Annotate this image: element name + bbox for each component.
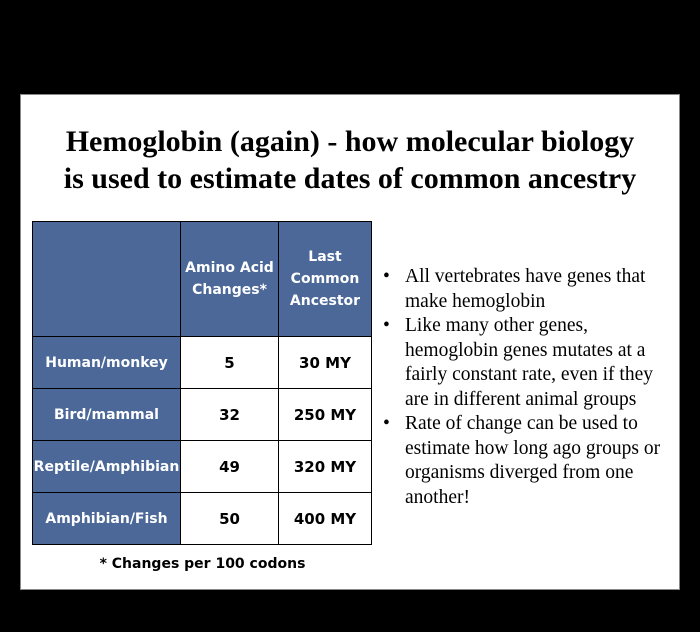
row-label: Bird/mammal [33,389,181,441]
amino-acid-changes-cell: 5 [181,337,279,389]
amino-acid-changes-cell: 32 [181,389,279,441]
last-common-ancestor-cell: 400 MY [279,493,372,545]
header-last-common-ancestor: Last Common Ancestor [279,222,372,337]
table-row [33,389,372,441]
last-common-ancestor-cell: 30 MY [279,337,372,389]
row-label: Human/monkey [33,337,181,389]
title-line-1: Hemoglobin (again) - how molecular biology [65,125,635,158]
table-row [33,493,372,545]
table-row [33,441,372,493]
last-common-ancestor-cell: 250 MY [279,389,372,441]
bullet-item: • All vertebrates have genes that make hemoglobin [378,265,680,314]
amino-acid-changes-cell: 50 [181,493,279,545]
row-label: Reptile/Amphibian [33,441,181,493]
bullet-item: • Like many other genes, hemoglobin genes mutates at a fairly constant rate, even if they are in different animal groups [378,314,680,412]
title-line-2: is used to estimate dates of common ancestry [63,162,637,195]
row-label: Amphibian/Fish [33,493,181,545]
table-row [33,337,372,389]
slide-title [21,123,679,197]
slide [20,94,680,590]
bullet-item: • Rate of change can be used to estimate how long ago groups or organisms diverged from one another! [378,412,680,510]
last-common-ancestor-cell: 320 MY [279,441,372,493]
table-header-row [33,222,372,337]
header-amino-acid-changes: Amino Acid Changes* [181,222,279,337]
amino-acid-changes-cell: 49 [181,441,279,493]
header-corner [33,222,181,337]
ancestry-table [32,221,372,545]
table-footnote: * Changes per 100 codons [99,556,306,572]
bullet-list [378,265,680,510]
